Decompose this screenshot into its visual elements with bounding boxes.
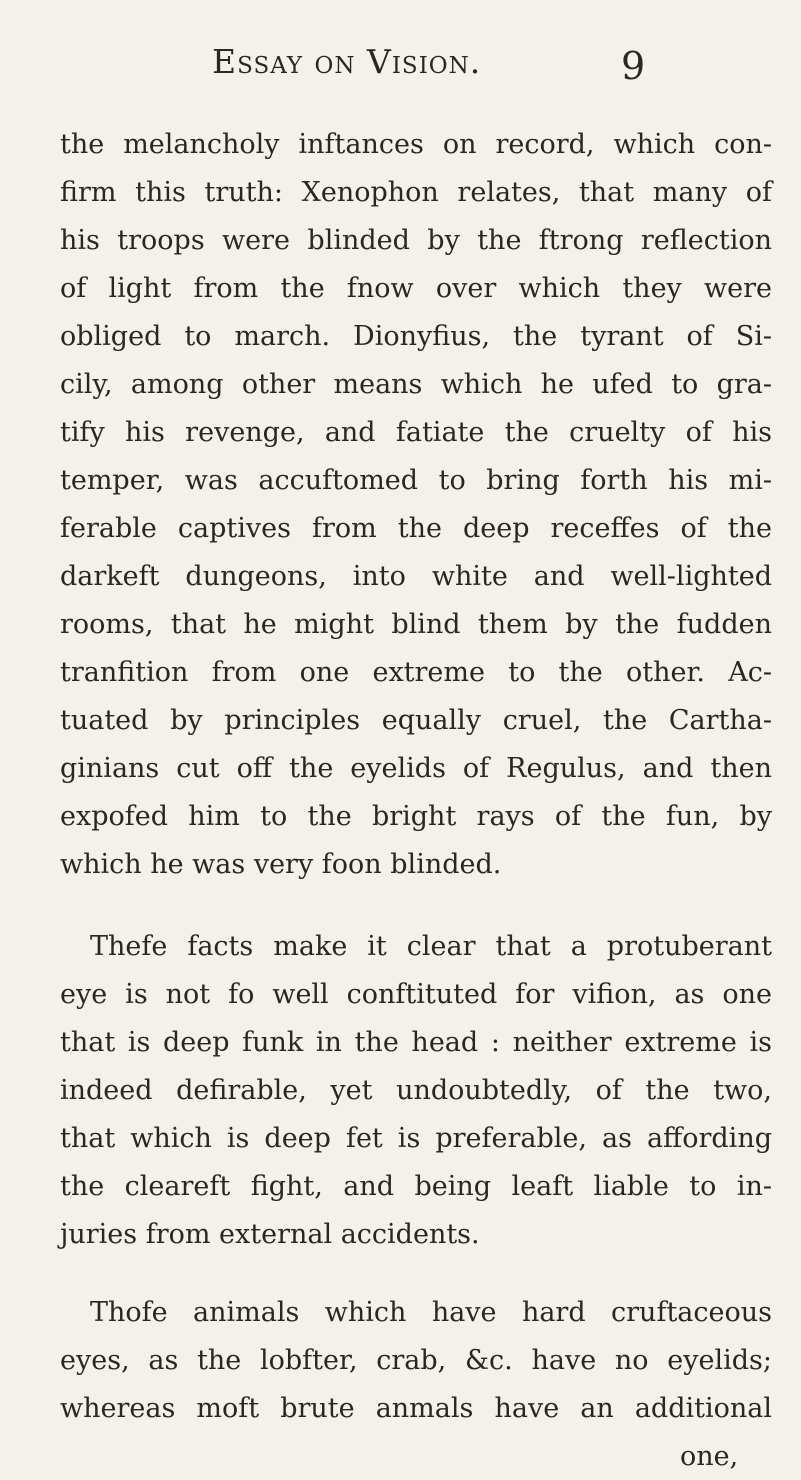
text-line: the cleareft fight, and being leaft liable to in- <box>60 1171 772 1202</box>
running-title: Essay on Vision. <box>212 42 482 81</box>
text-line: which he was very foon blinded. <box>60 849 502 880</box>
text-line: Thofe animals which have hard cruftaceous <box>90 1297 772 1328</box>
running-head <box>0 42 801 98</box>
text-line: eye is not fo well conftituted for vifion, as one <box>60 979 772 1010</box>
text-line: that which is deep fet is preferable, as affording <box>60 1123 772 1154</box>
text-line: obliged to march. Dionyfius, the tyrant of Si- <box>60 321 772 352</box>
text-line: of light from the fnow over which they were <box>60 273 772 304</box>
text-line: whereas moft brute anmals have an additional <box>60 1393 772 1424</box>
text-line: Thefe facts make it clear that a protuberant <box>90 931 772 962</box>
catchword: one, <box>680 1441 739 1472</box>
text-line: eyes, as the lobfter, crab, &c. have no eyelids; <box>60 1345 772 1376</box>
text-line: rooms, that he might blind them by the fudden <box>60 609 772 640</box>
text-line: that is deep funk in the head : neither extreme is <box>60 1027 772 1058</box>
text-line: firm this truth: Xenophon relates, that many of <box>60 177 772 208</box>
text-line: temper, was accuftomed to bring forth his mi- <box>60 465 772 496</box>
text-line: tranfition from one extreme to the other. Ac- <box>60 657 772 688</box>
text-line: tify his revenge, and fatiate the cruelty of his <box>60 417 772 448</box>
text-line: his troops were blinded by the ftrong reflection <box>60 225 772 256</box>
text-line: ginians cut off the eyelids of Regulus, and then <box>60 753 772 784</box>
text-line: indeed defirable, yet undoubtedly, of the two, <box>60 1075 772 1106</box>
page-number: 9 <box>621 44 646 88</box>
text-line: darkeft dungeons, into white and well-lighted <box>60 561 772 592</box>
text-line: ferable captives from the deep receffes of the <box>60 513 772 544</box>
text-line: expofed him to the bright rays of the fun, by <box>60 801 772 832</box>
text-line: juries from external accidents. <box>60 1219 480 1250</box>
text-line: the melancholy inftances on record, which con- <box>60 129 772 160</box>
text-line: tuated by principles equally cruel, the Cartha- <box>60 705 772 736</box>
text-line: cily, among other means which he ufed to gra- <box>60 369 772 400</box>
